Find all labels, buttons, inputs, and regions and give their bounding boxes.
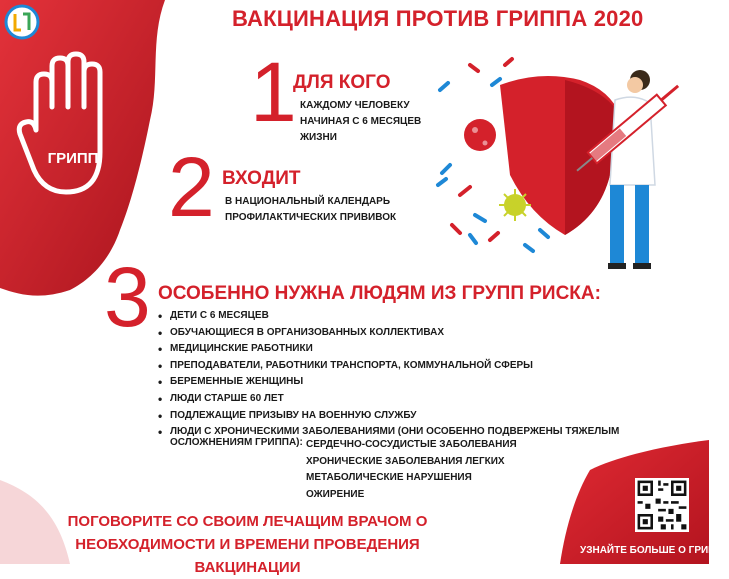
list-item: СЕРДЕЧНО-СОСУДИСТЫЕ ЗАБОЛЕВАНИЯ [306,439,517,450]
list-item: • ЛЮДИ С ХРОНИЧЕСКИМИ ЗАБОЛЕВАНИЯМИ (ОНИ ОСОБЕННО ПОДВЕРЖЕНЫ ТЯЖЕЛЫМ [158,424,619,441]
section1-line: НАЧИНАЯ С 6 МЕСЯЦЕВ [300,116,422,127]
risk-group-list [158,308,619,441]
bottom-line: НЕОБХОДИМОСТИ И ВРЕМЕНИ ПРОВЕДЕНИЯ ВАКЦИНАЦИИ [75,536,420,576]
section3-heading: ОСОБЕННО НУЖНА ЛЮДЯМ ИЗ ГРУПП РИСКА: [158,283,601,304]
section2-text [225,194,396,226]
logo-icon [4,4,40,40]
section1-line: КАЖДОМУ ЧЕЛОВЕКУ [300,100,410,111]
list-item: • БЕРЕМЕННЫЕ ЖЕНЩИНЫ [158,374,619,391]
list-item: • МЕДИЦИНСКИЕ РАБОТНИКИ [158,341,619,358]
risk-continuation: ОСЛОЖНЕНИЯМ ГРИППА): [170,437,303,448]
list-item: • ПОДЛЕЖАЩИЕ ПРИЗЫВУ НА ВОЕННУЮ СЛУЖБУ [158,408,619,425]
list-item: МЕТАБОЛИЧЕСКИЕ НАРУШЕНИЯ [306,472,472,483]
list-item: • ДЕТИ С 6 МЕСЯЦЕВ [158,308,619,325]
list-item: ХРОНИЧЕСКИЕ ЗАБОЛЕВАНИЯ ЛЕГКИХ [306,455,505,467]
page-title: ВАКЦИНАЦИЯ ПРОТИВ ГРИППА 2020 [232,6,644,31]
list-item: • ЛЮДИ СТАРШЕ 60 ЛЕТ [158,391,619,408]
learn-more-link[interactable]: УЗНАЙТЕ БОЛЬШЕ О ГРИППЕ [580,545,729,556]
section3-number: 3 [104,250,151,344]
list-item: • ПРЕПОДАВАТЕЛИ, РАБОТНИКИ ТРАНСПОРТА, КОММУНАЛЬНОЙ СФЕРЫ [158,358,619,375]
list-item: • ОБУЧАЮЩИЕСЯ В ОРГАНИЗОВАННЫХ КОЛЛЕКТИВАХ [158,325,619,342]
section1-line: ЖИЗНИ [300,132,337,143]
section2-line: В НАЦИОНАЛЬНЫЙ КАЛЕНДАРЬ [225,196,391,207]
section2-number: 2 [168,140,215,234]
section2-line: ПРОФИЛАКТИЧЕСКИХ ПРИВИВОК [225,212,397,223]
bottom-line: ПОГОВОРИТЕ СО СВОИМ ЛЕЧАЩИМ ВРАЧОМ О [67,513,428,530]
section2-heading: ВХОДИТ [222,168,301,189]
bottom-call-to-action [40,510,455,579]
section1-text [300,98,421,146]
hand-label: ГРИПП [47,150,99,167]
doctor-shield-illustration [430,55,709,280]
qr-code-icon[interactable] [635,478,689,532]
section1-heading: ДЛЯ КОГО [293,72,391,93]
chronic-disease-list [306,437,517,503]
stop-hand-icon [14,52,124,202]
qr-code-icon [635,478,689,532]
section1-number: 1 [250,45,297,139]
list-item: ОЖИРЕНИЕ [306,488,365,500]
